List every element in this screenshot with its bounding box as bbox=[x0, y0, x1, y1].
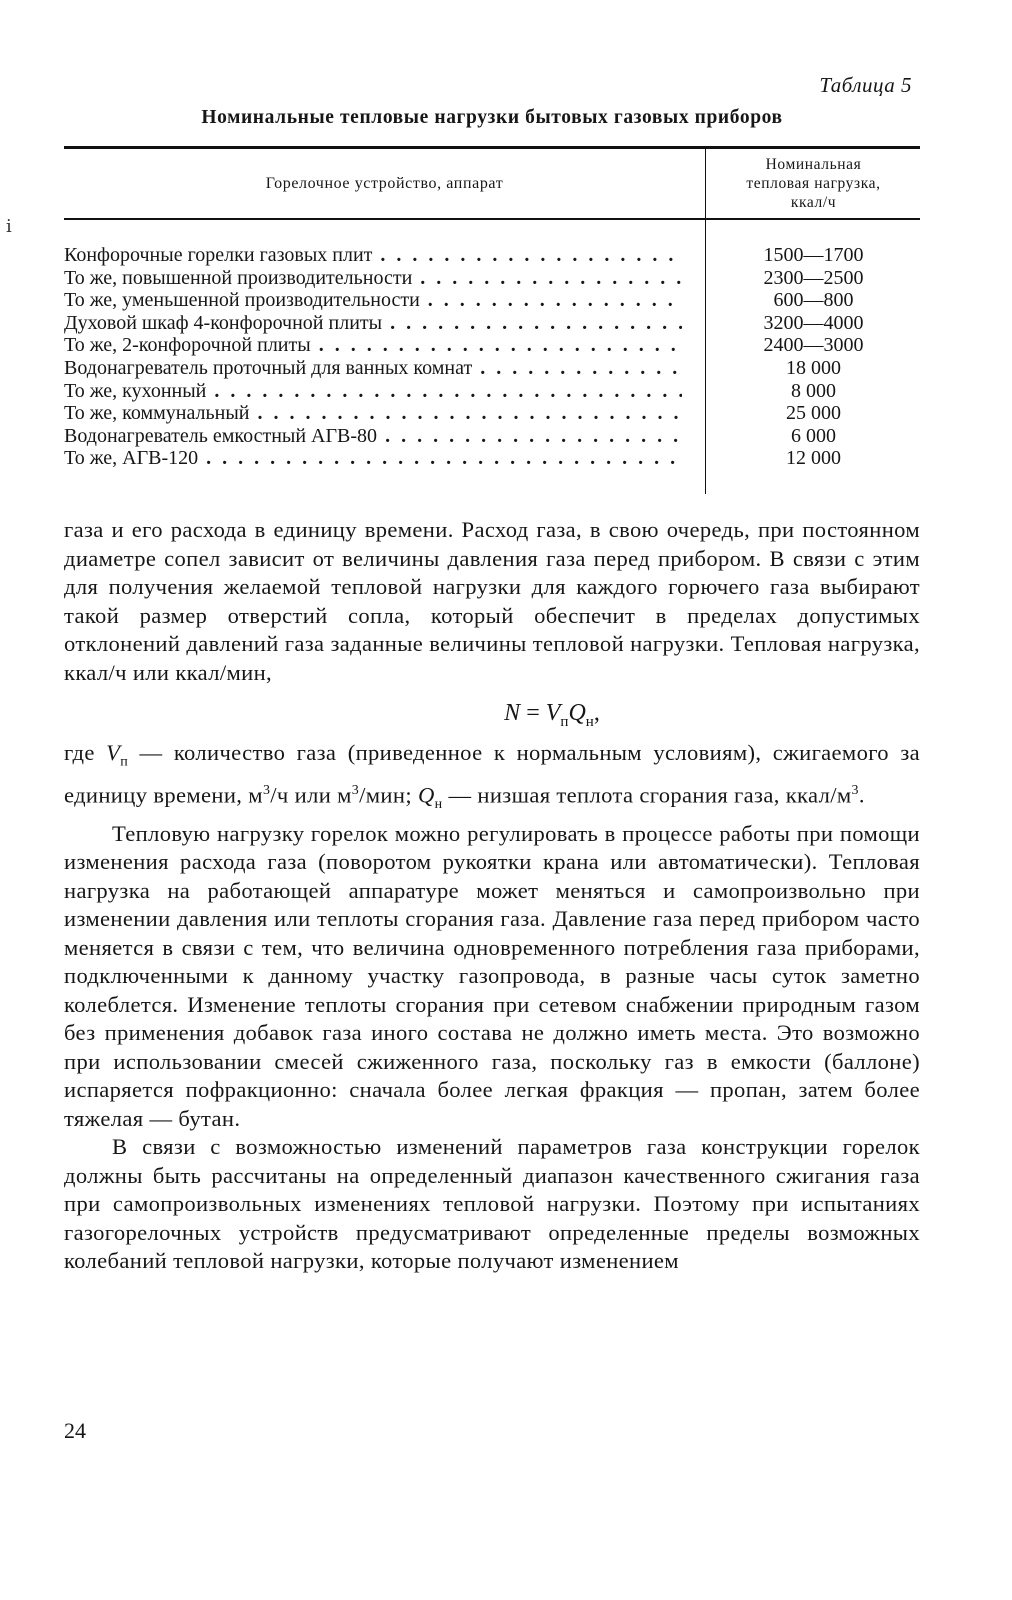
row-device-name: То же, уменьшенной производительности . . . bbox=[64, 289, 682, 312]
column-header-load-line: тепловая нагрузка, bbox=[746, 175, 881, 192]
row-load-value: 2300—2500 bbox=[763, 266, 864, 289]
text-run: где bbox=[64, 740, 107, 765]
table-body bbox=[64, 244, 920, 470]
table-top-rule bbox=[64, 146, 920, 149]
formula-lhs: N bbox=[504, 700, 521, 726]
formula-equals: = bbox=[520, 700, 546, 726]
formula-v: V bbox=[545, 700, 561, 726]
text-run: . bbox=[858, 782, 865, 808]
formula-q-subscript: н bbox=[585, 713, 594, 730]
table-row bbox=[64, 357, 920, 380]
table-row bbox=[64, 425, 920, 448]
row-load-value: 6 000 bbox=[791, 424, 836, 447]
paragraph-definitions bbox=[64, 739, 920, 820]
row-load-value: 3200—4000 bbox=[763, 311, 864, 334]
column-header-load-line: ккал/ч bbox=[790, 194, 837, 211]
row-device-name: То же, коммунальный . . . bbox=[64, 402, 682, 425]
table-row bbox=[64, 402, 920, 425]
row-device-name: То же, 2-конфорочной плиты . . . bbox=[64, 334, 682, 357]
text-run: — количество газа (приведенное к нормальным условиям), сжигаемого за единицу времени, м bbox=[64, 740, 920, 808]
row-load-value: 25 000 bbox=[786, 402, 841, 425]
table-label: Таблица 5 bbox=[819, 73, 912, 97]
table-row bbox=[64, 380, 920, 403]
row-load-value: 12 000 bbox=[786, 447, 841, 470]
page-number: 24 bbox=[64, 1418, 86, 1443]
table-row bbox=[64, 334, 920, 357]
text-run: — низшая теплота сгорания газа, ккал/м bbox=[442, 782, 852, 808]
paragraph: газа и его расхода в единицу времени. Расход газа, в свою очередь, при постоянном диаметре сопел зависит от величины давления газа перед прибором. В связи с этим для получения желаемой тепловой нагрузки для каждого горючего газа выбирают такой размер отверстий сопла, который обеспечит в пределах допустимых отклонений давлений газа заданные величины тепловой нагрузки. Тепловая нагрузка, ккал/ч или ккал/мин, bbox=[64, 517, 920, 685]
formula-q: Q bbox=[568, 700, 586, 726]
symbol-v: V bbox=[106, 740, 121, 765]
row-device-name: Водонагреватель проточный для ванных комнат . . . bbox=[64, 357, 682, 380]
superscript: 3 bbox=[851, 783, 859, 799]
row-device-name: Конфорочные горелки газовых плит . . . bbox=[64, 244, 682, 267]
column-header-load bbox=[707, 155, 920, 212]
subscript: н bbox=[434, 797, 443, 813]
row-device-name: То же, АГВ-120 . . . bbox=[64, 447, 682, 470]
text-run: /ч или м bbox=[270, 782, 352, 808]
paragraph: Тепловую нагрузку горелок можно регулировать в процессе работы при помощи изменения расхода газа (поворотом рукоятки крана или автоматически). Тепловая нагрузка на работающей аппаратуре может меняться и самопроизвольно при изменении давления или теплоты сгорания газа. Давление газа перед прибором часто меняется в связи с тем, что величина одновременного потребления газа приборами, подключенными к данному участку газопровода, в разные часы суток заметно колеблется. Изменение теплоты сгорания при сетевом снабжении природным газом без применения добавок газа иного состава не должно иметь места. Это возможно при использовании смесей сжиженного газа, поскольку газ в емкости (баллоне) испаряется пофракционно: сначала более легкая фракция — пропан, затем более тяжелая — бутан. bbox=[64, 820, 920, 1131]
table-row bbox=[64, 244, 920, 267]
column-header-load-line: Номинальная bbox=[765, 156, 862, 173]
row-device-name: Водонагреватель емкостный АГВ-80 . . . bbox=[64, 425, 682, 448]
superscript: 3 bbox=[351, 783, 360, 799]
table-row bbox=[64, 267, 920, 290]
paragraph: В связи с возможностью изменений параметров газа конструкции горелок должны быть рассчитаны на определенный диапазон качественного сжигания газа при самопроизвольных изменениях тепловой нагрузки. Поэтому при испытаниях газогорелочных устройств предусматривают определенные пределы возможных колебаний тепловой нагрузки, которые получают изменением bbox=[64, 1134, 920, 1274]
table-row bbox=[64, 447, 920, 470]
table-row bbox=[64, 312, 920, 335]
row-device-name: Духовой шкаф 4-конфорочной плиты . . . bbox=[64, 312, 682, 335]
book-page bbox=[6, 0, 920, 1600]
formula-comma: , bbox=[593, 700, 600, 726]
row-load-value: 8 000 bbox=[791, 379, 836, 402]
scan-artifact: ⅰ bbox=[6, 216, 12, 236]
column-header-device: Горелочное устройство, аппарат bbox=[265, 175, 504, 192]
symbol-q: Q bbox=[417, 782, 435, 808]
subscript: п bbox=[120, 754, 129, 770]
row-device-name: То же, кухонный . . . bbox=[64, 380, 682, 403]
row-load-value: 1500—1700 bbox=[763, 244, 864, 266]
text-run: /мин; bbox=[359, 782, 418, 808]
table-title: Номинальные тепловые нагрузки бытовых газовых приборов bbox=[201, 107, 783, 128]
formula-v-subscript: п bbox=[560, 713, 569, 730]
row-load-value: 2400—3000 bbox=[763, 334, 864, 357]
body-text bbox=[64, 516, 920, 1276]
table-row bbox=[64, 289, 920, 312]
row-load-value: 18 000 bbox=[786, 356, 841, 379]
row-load-value: 600—800 bbox=[773, 289, 854, 312]
row-device-name: То же, повышенной производительности . . . bbox=[64, 267, 682, 290]
formula bbox=[64, 687, 920, 739]
superscript: 3 bbox=[262, 783, 271, 799]
table-header-rule bbox=[64, 218, 920, 220]
